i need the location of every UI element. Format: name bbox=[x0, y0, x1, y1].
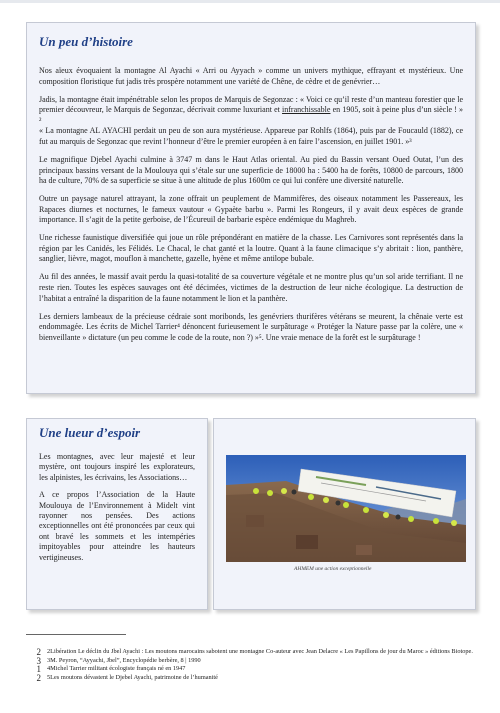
footnotes bbox=[26, 648, 486, 682]
history-paragraph-7: Les derniers lambeaux de la précieuse cédraie sont moribonds, les genévriers thurifères vétérans se meurent, la chênaie verte est endommagée. Les écrits de Michel Tarrier⁴ dénoncent furieusement le surpâturage « Protéger la Nature passe par la colère, une « bienveillante » dictature (un peu comme le code de la route, non ?) »⁵. Une vraie menace de la forêt est le surpâturage ! bbox=[39, 311, 463, 342]
footnote-number: 1 bbox=[36, 664, 41, 675]
hope-title: Une lueur d’espoir bbox=[39, 425, 141, 440]
history-paragraph-2-start: Jadis, la montagne était impénétrable selon les propos de Marquis de Segonzac : « Voici ce qu’il reste d’un manteau forestier que le premier découvreur, le Marquis de Segonzac, décrivait comme luxuriant et bbox=[39, 94, 463, 115]
underlined-word: infranchissable bbox=[282, 105, 331, 115]
photo-box bbox=[213, 418, 476, 610]
history-paragraph-5: Une richesse faunistique diversifiée qui joue un rôle prépondérant en matière de la chasse. Les Carnivores sont représentés dans la région par les Canidés, les Félidés. Le Chacal, le chat ganté et la loutre. Quant à la faune climacique s’y abritait : lion, panthère, sanglier, lièvre, magot, mouflon à manchette, gazelle, hyène et même antilope bubale. bbox=[39, 233, 463, 264]
footnote-text: 2Libération Le déclin du Jbel Ayachi : Les moutons marocains sabotent une montagne Co-auteur avec Jean Delacre « Les Papillons de jour du Maroc » éditions Biotope. bbox=[47, 648, 473, 655]
history-paragraph-1: Nos aïeux évoquaient la montagne Al Ayachi « Arri ou Ayyach » comme un univers mythique, effrayant et mystérieux. Une composition floristique fut jadis très prospère notamment une variété de Chêne, de cèdre et de genévrier… bbox=[39, 66, 463, 86]
hope-paragraph-2: A ce propos l’Association de la Haute Moulouya de l’Environnement à Midelt vint rayonner nos pensées. Des actions exceptionnelles ont été prononcées par ceux qui ont bravé les sommets et les intempéries impitoyables pour atteindre les hauteurs vertigineuses. bbox=[39, 490, 195, 562]
history-paragraph-2-end: en 1905, soit à peine plus d’un siècle ! » ² bbox=[39, 105, 463, 125]
footnote-number: 2 bbox=[36, 647, 41, 657]
footnote-separator bbox=[26, 634, 126, 635]
footnote-text: 5Les moutons dévastent le Djebel Ayachi, patrimoine de l’humanité bbox=[47, 673, 218, 681]
hope-paragraph-1: Les montagnes, avec leur majesté et leur mystère, ont toujours inspiré les explorateurs, les alpinistes, les écrivains, les Associations… bbox=[39, 452, 195, 482]
history-paragraph-2 bbox=[39, 95, 463, 148]
footnote-item bbox=[26, 674, 486, 683]
history-paragraph-2-quote: « La montagne AL AYACHI perdait un peu de son aura mystérieuse. Appareue par Rohlfs (1864), puis par de Foucauld (1882), ce fut au marquis de Segonzac que revint l’honneur d’être le premier européen à en faire l’ascension, en juillet 1901. »³ bbox=[39, 126, 463, 146]
footnote-text: 4Michel Tarrier militant écologiste français né en 1947 bbox=[47, 665, 186, 673]
history-title: Un peu d’histoire bbox=[39, 34, 133, 49]
mountain-photo bbox=[226, 455, 466, 562]
photo-caption: AHMEM une action exceptionnelle bbox=[294, 566, 372, 572]
footnote-number: 2 bbox=[36, 672, 41, 683]
hope-box bbox=[26, 418, 208, 610]
history-paragraph-3: Le magnifique Djebel Ayachi culmine à 3747 m dans le Haut Atlas oriental. Au pied du Bassin versant Oued Outat, l’un des principaux bassins versant de la Moulouya qui s’étale sur une superficie de 18000 ha : 5400 ha de forêts, 10800 de parcours, 1800 ha de culture, 70% de sa superficie se situe à une altitude de plus 1600m ce qui lui confère une diversité naturelle. bbox=[39, 154, 463, 186]
footnote-item bbox=[26, 657, 486, 666]
footnote-number: 3 bbox=[36, 655, 41, 666]
history-box bbox=[26, 22, 476, 394]
history-paragraph-4: Outre un paysage naturel attrayant, la zone offrait un peuplement de Mammifères, des oiseaux notamment les Passereaux, les Rapaces diurnes et nocturnes, le fameux vautour « Gypaète barbu ». Parmi les Rongeurs, il y avait deux espèces de grande importance. Il s’agit de la petite gerboise, de l’Écureuil de barbarie espèce endémique du Maghreb. bbox=[39, 194, 463, 225]
footnote-item bbox=[26, 648, 486, 657]
footnote-text: 3M. Peyron, “Ayyachi, Jbel”, Encyclopédie berbère, 8 | 1990 bbox=[47, 656, 201, 664]
history-paragraph-6: Au fil des années, le massif avait perdu la quasi-totalité de sa couverture végétale et ne montre plus qu’un sol aride terrifiant. Il ne reste rien. Toutes les espèces sauvages ont été décimées, victimes de la destruction de leur niche écologique. La destruction de l’habitat a entraîné la disparition de la faune notamment le lion et la panthère. bbox=[39, 272, 463, 303]
footnote-item bbox=[26, 665, 486, 674]
page-top-border bbox=[0, 0, 500, 3]
